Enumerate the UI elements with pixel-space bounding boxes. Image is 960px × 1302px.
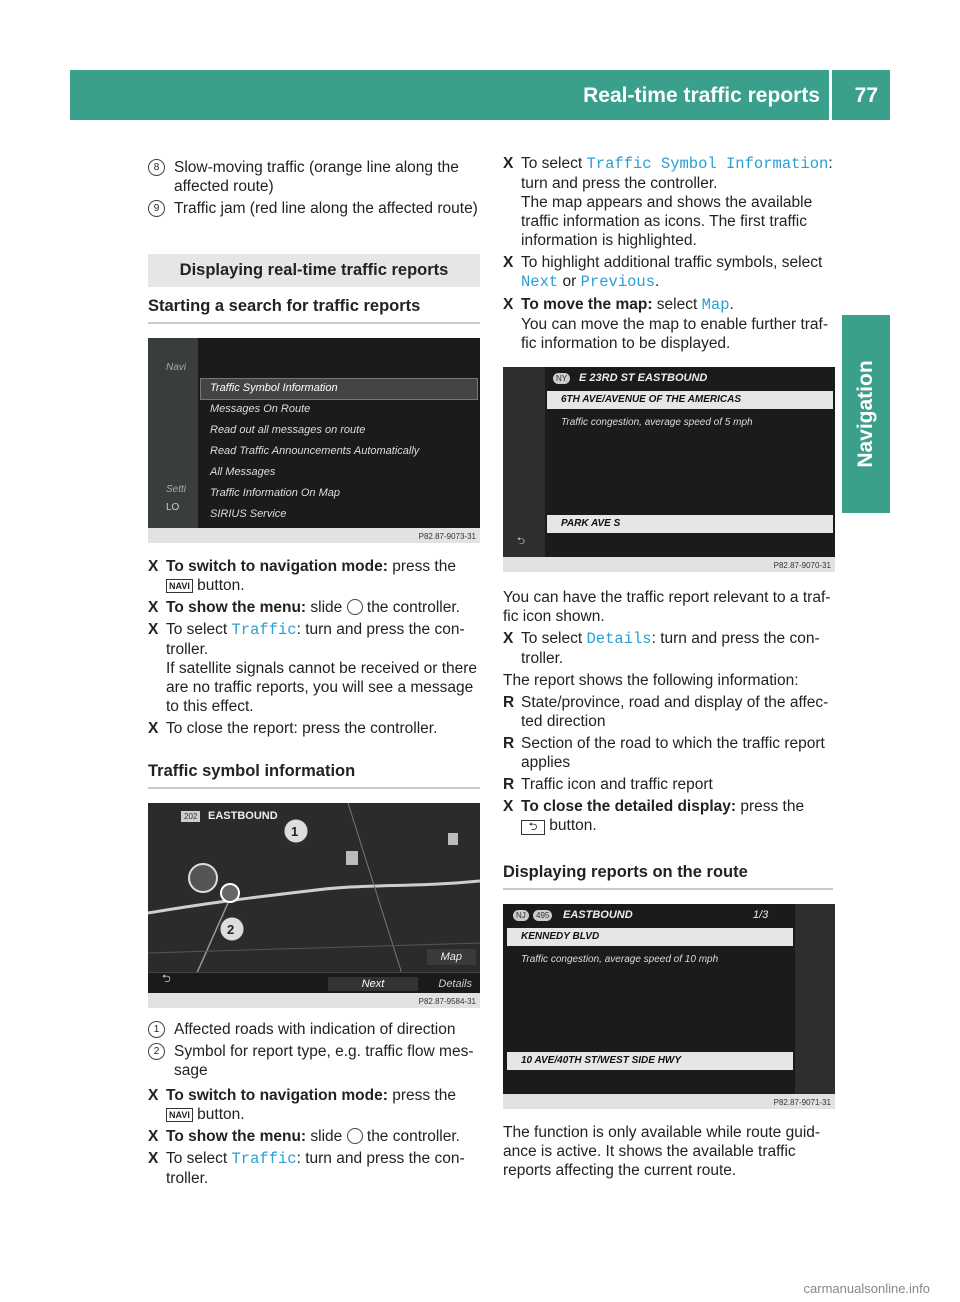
- step: X To highlight additional traffic symbols, select Next or Previous.: [503, 254, 823, 291]
- route-label: E 23RD ST EASTBOUND: [579, 372, 708, 384]
- traffic-detail-screen: [503, 367, 835, 557]
- navi-key-icon: NAVI: [166, 1108, 193, 1122]
- callout-8: 8 Slow-moving traffic (orange line along the affected route): [148, 158, 480, 196]
- paragraph: You can have the traffic report relevant to a traf-fic icon shown.: [503, 589, 831, 625]
- step: X To select Traffic: turn and press the con-troller. If satellite signals cannot be received or there are no traffic reports, you will see a message to this effect.: [148, 621, 478, 715]
- image-code: P82.87-9073-31: [418, 532, 476, 541]
- image-code: P82.87-9071-31: [773, 1098, 831, 1107]
- screenshot-traffic-map: [148, 803, 480, 1008]
- back-icon[interactable]: ⮌: [517, 536, 526, 547]
- route-badge: NJ: [513, 910, 529, 921]
- map-marker-icon: [448, 833, 458, 845]
- steps-group-1: [148, 557, 480, 738]
- map-strip: [503, 367, 545, 557]
- route-reports-screen: [503, 904, 835, 1094]
- header-title: Real-time traffic reports: [583, 84, 820, 107]
- bullet: R State/province, road and display of the affec-ted direction: [503, 694, 829, 730]
- side-tab: [842, 315, 890, 513]
- route-badge: NY: [553, 373, 570, 384]
- step: X To select Details: turn and press the con-troller.: [503, 630, 820, 667]
- map-marker-icon: [346, 851, 358, 865]
- image-code: P82.87-9584-31: [418, 997, 476, 1006]
- right-column: [503, 154, 833, 1180]
- section-title: Displaying real-time traffic reports: [148, 254, 480, 287]
- sidebar-setti: Setti: [166, 484, 187, 495]
- bullet: R Traffic icon and traffic report: [503, 776, 713, 793]
- route-label: EASTBOUND: [563, 909, 633, 921]
- step: X To show the menu: slide the controller.: [148, 599, 460, 616]
- subsection-symbol-info: Traffic symbol information: [148, 762, 480, 789]
- step: X To show the menu: slide the controller.: [148, 1128, 460, 1145]
- page-indicator: 1/3: [753, 909, 769, 921]
- screenshot-traffic-detail: [503, 367, 835, 572]
- step: X To switch to navigation mode: press the NAVI button.: [148, 1087, 456, 1123]
- steps-group-2: [148, 1086, 480, 1188]
- callout-2: 2 Symbol for report type, e.g. traffic flow mes-sage: [148, 1042, 480, 1080]
- back-icon[interactable]: ⮌: [162, 973, 171, 985]
- controller-slide-icon: [347, 599, 363, 615]
- header-separator: [829, 70, 832, 120]
- traffic-menu-screen: [148, 338, 480, 528]
- left-column: [148, 158, 480, 1191]
- watermark: carmanualsonline.info: [803, 1281, 930, 1296]
- route-item-road[interactable]: KENNEDY BLVD: [521, 931, 600, 942]
- menu-item-messages-route[interactable]: Messages On Route: [210, 403, 311, 415]
- menu-item-traffic-symbol[interactable]: Traffic Symbol Information: [210, 382, 338, 394]
- callout-9: 9 Traffic jam (red line along the affected route): [148, 199, 480, 218]
- page-header: [70, 70, 890, 120]
- menu-item-all-messages[interactable]: All Messages: [210, 466, 276, 478]
- bottom-bar: [148, 972, 480, 993]
- traffic-map-screen: [148, 803, 480, 993]
- screenshot-traffic-menu: [148, 338, 480, 543]
- step: X To switch to navigation mode: press the NAVI button.: [148, 558, 456, 594]
- svg-text:2: 2: [227, 922, 235, 937]
- step: X To select Traffic: turn and press the con-troller.: [148, 1150, 465, 1187]
- next-button[interactable]: Next: [328, 977, 418, 991]
- details-button[interactable]: Details: [438, 978, 472, 990]
- svg-text:1: 1: [291, 824, 299, 839]
- route-item-report: Traffic congestion, average speed of 10 mph: [521, 954, 719, 965]
- traffic-symbol-icon: [221, 884, 239, 902]
- step: X To select Traffic Symbol Information: turn and press the controller. The map appears and shows the available traffic information as icons. The first traffic information is highlighted.: [503, 155, 833, 249]
- menu-item-info-map[interactable]: Traffic Information On Map: [210, 487, 341, 499]
- route-badge: 202: [181, 811, 200, 822]
- subsection-search: Starting a search for traffic reports: [148, 297, 480, 324]
- side-tab-label: Navigation: [854, 360, 877, 468]
- sidebar-lo: LO: [166, 502, 180, 513]
- paragraph: The report shows the following information:: [503, 672, 799, 689]
- screenshot-route-reports: [503, 904, 835, 1109]
- menu-item-read-auto[interactable]: Read Traffic Announcements Automatically: [210, 445, 420, 457]
- back-button-icon: ⮌: [521, 820, 545, 835]
- step: X To move the map: select Map. You can move the map to enable further traf-fic information to be displayed.: [503, 296, 829, 352]
- image-code: P82.87-9070-31: [773, 561, 831, 570]
- paragraph: The function is only available while route guid-ance is active. It shows the available traffic reports affecting the current route.: [503, 1124, 821, 1179]
- menu-item-sirius[interactable]: SIRIUS Service: [210, 508, 287, 520]
- callouts-group-2: [148, 1020, 480, 1080]
- direction-label: EASTBOUND: [208, 810, 278, 822]
- controller-slide-icon: [347, 1128, 363, 1144]
- detail-item-road[interactable]: 6TH AVE/AVENUE OF THE AMERICAS: [561, 394, 742, 405]
- traffic-symbol-icon: [189, 864, 217, 892]
- menu-item-read-out[interactable]: Read out all messages on route: [210, 424, 366, 436]
- step: X To close the report: press the controller.: [148, 720, 438, 737]
- detail-item-report: Traffic congestion, average speed of 5 mph: [561, 417, 753, 428]
- route-item-end[interactable]: 10 AVE/40TH ST/WEST SIDE HWY: [521, 1055, 682, 1066]
- route-badge: 495: [533, 910, 552, 921]
- detail-item-end[interactable]: PARK AVE S: [561, 518, 621, 529]
- navi-key-icon: NAVI: [166, 579, 193, 593]
- subsection-route: Displaying reports on the route: [503, 863, 833, 890]
- sidebar-navi: Navi: [166, 362, 187, 373]
- page-number: 77: [854, 84, 878, 107]
- step: X To close the detailed display: press the ⮌ button.: [503, 798, 805, 834]
- map-strip: [795, 904, 835, 1094]
- callout-1: 1 Affected roads with indication of direction: [148, 1020, 480, 1039]
- map-button[interactable]: Map: [427, 949, 476, 965]
- bullet: R Section of the road to which the traffic report applies: [503, 735, 825, 771]
- detail-paragraphs: [503, 588, 833, 835]
